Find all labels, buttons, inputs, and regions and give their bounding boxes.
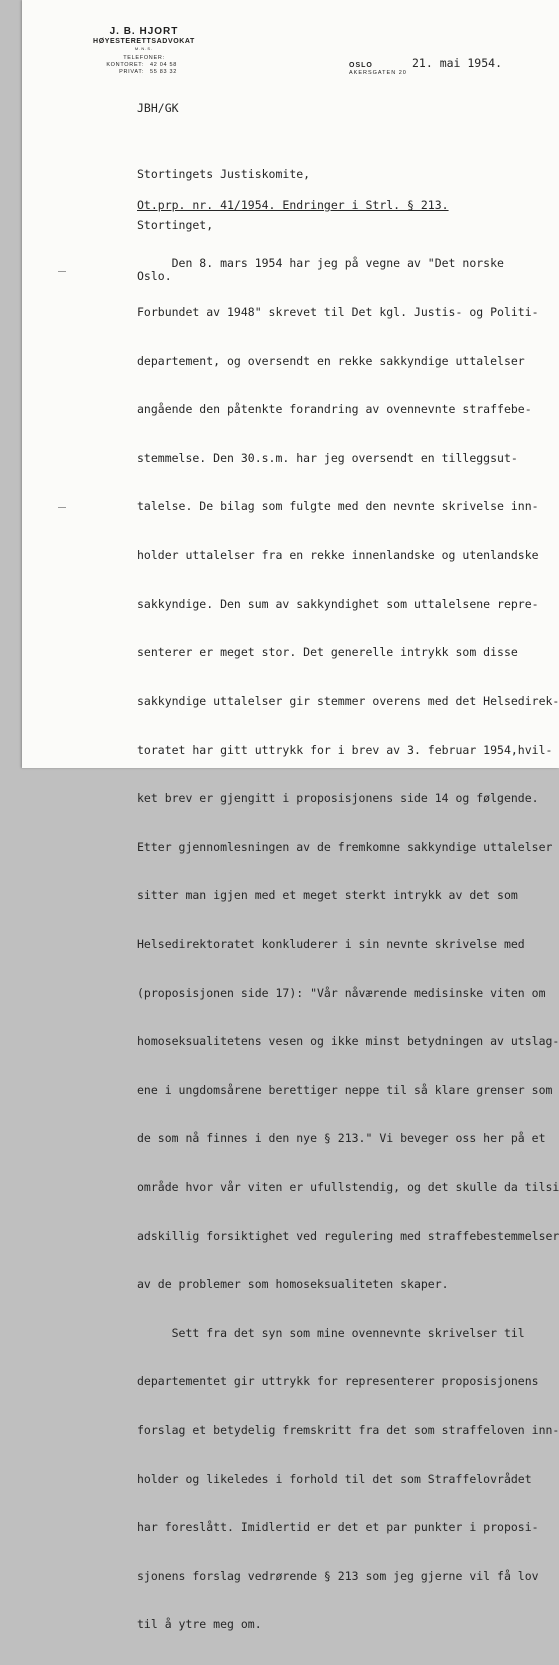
private-phone-label: PRIVAT: — [119, 69, 144, 75]
body-line: (proposisjonen side 17): "Vår nåværende medisinske viten om — [137, 985, 546, 1000]
body-line: Forbundet av 1948" skrevet til Det kgl. Justis- og Politi- — [137, 305, 539, 320]
phones-header: TELEFONER: — [123, 55, 165, 61]
letter-date: 21. mai 1954. — [412, 56, 503, 70]
sender-city: OSLO — [349, 62, 373, 69]
body-line: angående den påtenkte forandring av ovennevnte straffebe- — [137, 402, 532, 417]
body-line: holder uttalelser fra en rekke innenlandske og utenlandske — [137, 548, 539, 563]
body-line: adskillig forsiktighet ved regulering med straffebestemmelser — [137, 1228, 559, 1243]
body-line: toratet har gitt uttrykk for i brev av 3. februar 1954,hvil- — [137, 742, 553, 757]
recipient-line: Oslo. — [137, 269, 172, 283]
sender-title: HØYESTERETTSADVOKAT — [93, 38, 195, 45]
body-line: departementet gir uttrykk for representerer proposisjonens — [137, 1374, 539, 1389]
body-line: ket brev er gjengitt i proposisjonens side 14 og følgende. — [137, 791, 539, 806]
sender-address — [349, 62, 407, 76]
body-line: Etter gjennomlesningen av de fremkomne sakkyndige uttalelser — [137, 839, 553, 854]
office-phone-row — [74, 62, 214, 69]
body-line: sakkyndige. Den sum av sakkyndighet som uttalelsene repre- — [137, 596, 539, 611]
letter-page — [22, 0, 559, 1632]
body-line: ene i ungdomsårene berettiger neppe til så klare grenser som — [137, 1082, 553, 1097]
subject-line: Ot.prp. nr. 41/1954. Endringer i Strl. § 213. — [137, 198, 449, 212]
private-phone-row — [74, 69, 214, 76]
letter-body — [137, 223, 559, 1665]
phone-block — [74, 55, 214, 76]
body-line: sitter man igjen med et meget sterkt intrykk av det som — [137, 888, 518, 903]
body-line: holder og likeledes i forhold til det som Straffelovrådet — [137, 1471, 532, 1486]
punch-hole-mark — [58, 507, 66, 508]
recipient-line: Stortinget, — [137, 218, 214, 232]
recipient-line: Stortingets Justiskomite, — [137, 167, 311, 181]
private-phone-numbers: 55 83 32 — [150, 69, 178, 75]
body-line: departement, og oversendt en rekke sakkyndige uttalelser — [137, 353, 525, 368]
body-line: sjonens forslag vedrørende § 213 som jeg gjerne vil få lov — [137, 1568, 539, 1583]
letterhead — [74, 26, 214, 76]
body-line: til å ytre meg om. — [137, 1617, 262, 1632]
body-line: stemmelse. Den 30.s.m. har jeg oversendt en tilleggsut- — [137, 450, 518, 465]
body-line: talelse. De bilag som fulgte med den nevnte skrivelse inn- — [137, 499, 539, 514]
sender-name: J. B. HJORT — [109, 26, 179, 37]
body-line: av de problemer som homoseksualiteten skaper. — [137, 1277, 449, 1292]
body-line: senterer er meget stor. Det generelle intrykk som disse — [137, 645, 518, 660]
body-line: sakkyndige uttalelser gir stemmer overens med det Helsedirek- — [137, 693, 559, 708]
office-phone-label: KONTORET: — [106, 62, 144, 68]
body-line: Helsedirektoratet konkluderer i sin nevnte skrivelse med — [137, 936, 525, 951]
body-line: forslag et betydelig fremskritt fra det som straffeloven inn- — [137, 1423, 559, 1438]
body-line: homoseksualitetens vesen og ikke minst betydningen av utslag- — [137, 1034, 559, 1049]
punch-hole-mark — [58, 271, 66, 272]
sender-membership: M.N.S. — [134, 46, 154, 51]
body-line: Sett fra det syn som mine ovennevnte skrivelser til — [137, 1325, 525, 1340]
office-phone-numbers: 42 04 58 — [150, 62, 178, 68]
body-line: de som nå finnes i den nye § 213." Vi beveger oss her på et — [137, 1131, 546, 1146]
body-line: har foreslått. Imidlertid er det et par punkter i proposi- — [137, 1520, 539, 1535]
body-line: område hvor vår viten er ufullstendig, og det skulle da tilsi — [137, 1179, 559, 1194]
reference-initials: JBH/GK — [137, 101, 179, 115]
sender-street: AKERSGATEN 20 — [349, 70, 407, 76]
body-line: Den 8. mars 1954 har jeg på vegne av "Det norske — [137, 256, 504, 271]
